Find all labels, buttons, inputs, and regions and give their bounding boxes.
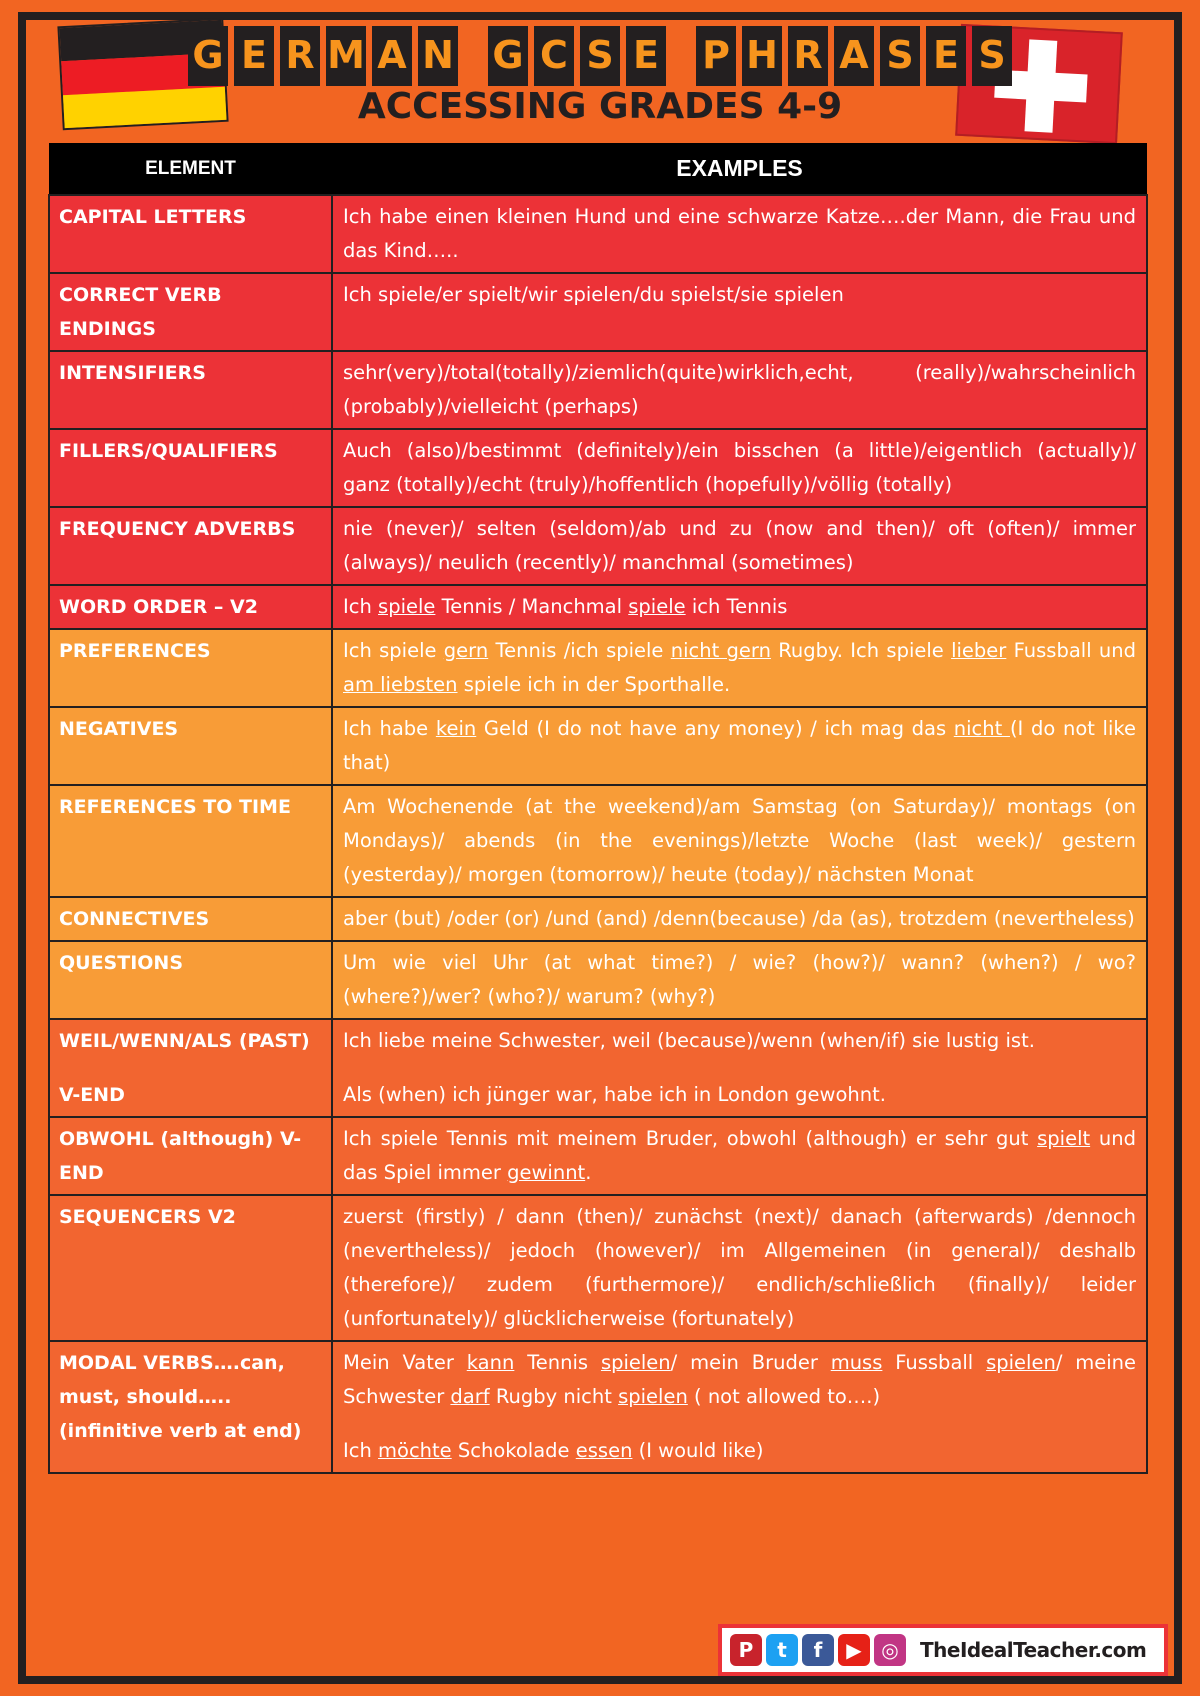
table-row <box>49 897 1147 941</box>
table-row <box>49 941 1147 1019</box>
table-row <box>49 629 1147 707</box>
table-row <box>49 707 1147 785</box>
element-cell <box>49 1341 332 1473</box>
example-paragraph <box>343 634 1136 702</box>
example-text: spiele ich in der Sporthalle. <box>457 673 731 696</box>
element-label: QUESTIONS <box>59 952 184 974</box>
example-text: Tennis <box>514 1351 601 1374</box>
example-paragraph <box>343 1346 1136 1414</box>
element-label: PREFERENCES <box>59 640 211 662</box>
table-row <box>49 429 1147 507</box>
example-paragraph <box>343 1434 1136 1468</box>
header <box>0 26 1200 127</box>
example-paragraph <box>343 1200 1136 1336</box>
table-header <box>49 143 1147 195</box>
underlined-word: nicht <box>953 717 1010 740</box>
example-paragraph <box>343 590 1136 624</box>
example-text: ich Tennis <box>685 595 788 618</box>
example-paragraph <box>343 356 1136 424</box>
example-text: aber (but) /oder (or) /und (and) /denn(because) /da (as), trotzdem (nevertheless) <box>343 907 1135 930</box>
underlined-word: spielen <box>600 1351 671 1374</box>
example-text: Ich habe einen kleinen Hund und eine schwarze Katze….der Mann, die Frau und das Kind….. <box>343 205 1136 262</box>
example-text: Rugby. Ich spiele <box>770 639 952 662</box>
example-text: Ich <box>343 595 379 618</box>
example-text: Ich habe <box>343 717 436 740</box>
element-label: CAPITAL LETTERS <box>59 206 247 228</box>
example-cell <box>332 941 1147 1019</box>
element-cell <box>49 585 332 629</box>
site-link[interactable]: TheIdealTeacher.com <box>920 1638 1147 1662</box>
example-text: Rugby nicht <box>489 1385 619 1408</box>
element-label: WEIL/WENN/ALS (PAST) <box>59 1030 310 1052</box>
table-row <box>49 1117 1147 1195</box>
example-text: Fussball und <box>1006 639 1137 662</box>
element-cell <box>49 273 332 351</box>
social-bar <box>718 1624 1168 1676</box>
title-letter: S <box>580 26 620 86</box>
example-cell <box>332 707 1147 785</box>
title-letter: S <box>880 26 920 86</box>
example-text: (I do not like that) <box>343 717 1136 774</box>
example-text: Fussball <box>882 1351 987 1374</box>
example-cell <box>332 1019 1147 1117</box>
underlined-word: muss <box>830 1351 883 1374</box>
element-cell <box>49 429 332 507</box>
element-cell <box>49 1019 332 1117</box>
example-text: Als (when) ich jünger war, habe ich in London gewohnt. <box>343 1083 886 1106</box>
underlined-word: nicht gern <box>670 639 771 662</box>
element-cell <box>49 897 332 941</box>
title-banner <box>188 26 1012 86</box>
element-cell <box>49 195 332 273</box>
example-paragraph <box>343 946 1136 1014</box>
title-letter: E <box>626 26 666 86</box>
example-text: sehr(very)/total(totally)/ziemlich(quite)wirklich,echt, (really)/wahrscheinlich (probably)/vielleicht (perhaps) <box>343 361 1136 418</box>
underlined-word: darf <box>450 1385 490 1408</box>
example-cell <box>332 195 1147 273</box>
element-cell <box>49 507 332 585</box>
element-label: MODAL VERBS….can, must, should….. (infinitive verb at end) <box>59 1352 302 1442</box>
subtitle: ACCESSING GRADES 4-9 <box>357 86 843 127</box>
underlined-word: spiele <box>628 595 686 618</box>
example-paragraph <box>343 712 1136 780</box>
underlined-word: spielen <box>986 1351 1056 1374</box>
element-cell <box>49 1195 332 1341</box>
example-text: Am Wochenende (at the weekend)/am Samstag (on Saturday)/ montags (on Mondays)/ abends (in the evenings)/letzte Woche (last week)/ gestern (yesterday)/ morgen (tomorrow)/ heute (today)/ nächsten Monat <box>343 795 1136 886</box>
example-text: Ich <box>343 1439 379 1462</box>
title-letter: P <box>696 26 736 86</box>
example-cell <box>332 585 1147 629</box>
instagram-icon[interactable]: ◎ <box>874 1634 906 1666</box>
example-paragraph <box>343 278 1136 312</box>
example-paragraph <box>343 512 1136 580</box>
element-cell <box>49 785 332 897</box>
table-row <box>49 351 1147 429</box>
element-label: SEQUENCERS V2 <box>59 1206 236 1228</box>
example-cell <box>332 629 1147 707</box>
element-label: OBWOHL (although) V-END <box>59 1128 302 1184</box>
example-cell <box>332 351 1147 429</box>
element-cell <box>49 1117 332 1195</box>
title-letter: A <box>834 26 874 86</box>
example-text: Schokolade <box>451 1439 576 1462</box>
example-text: Auch (also)/bestimmt (definitely)/ein bisschen (a little)/eigentlich (actually)/ ganz (totally)/echt (truly)/hoffentlich (hopefully)/völlig (totally) <box>343 439 1136 496</box>
example-text: Ich spiele Tennis mit meinem Bruder, obwohl (although) er sehr gut <box>343 1127 1038 1150</box>
example-text: / meine Schwester <box>343 1351 1136 1408</box>
table-row <box>49 195 1147 273</box>
title-letter: S <box>972 26 1012 86</box>
phrases-table <box>48 143 1148 1474</box>
banner-gap <box>464 26 482 86</box>
title-letter: M <box>326 26 366 86</box>
table-row <box>49 507 1147 585</box>
example-text: Ich spiele/er spielt/wir spielen/du spielst/sie spielen <box>343 283 844 306</box>
example-text: Ich liebe meine Schwester, weil (because)/wenn (when/if) sie lustig ist. <box>343 1029 1035 1052</box>
example-text: Mein Vater <box>343 1351 467 1374</box>
title-letter: A <box>372 26 412 86</box>
element-label-2: V-END <box>59 1084 125 1106</box>
example-cell <box>332 273 1147 351</box>
example-cell <box>332 429 1147 507</box>
example-paragraph <box>343 200 1136 268</box>
table-row <box>49 785 1147 897</box>
element-label: WORD ORDER – V2 <box>59 596 258 618</box>
example-text: Tennis /ich spiele <box>488 639 671 662</box>
element-label: REFERENCES TO TIME <box>59 796 291 818</box>
example-text: ( not allowed to….) <box>687 1385 881 1408</box>
example-cell <box>332 785 1147 897</box>
underlined-word: möchte <box>378 1439 452 1462</box>
underlined-word: spielen <box>618 1385 688 1408</box>
example-paragraph <box>343 1024 1136 1058</box>
example-text: Geld (I do not have any money) / ich mag das <box>476 717 954 740</box>
element-label: CONNECTIVES <box>59 908 210 930</box>
title-letter: G <box>488 26 528 86</box>
example-text: nie (never)/ selten (seldom)/ab und zu (now and then)/ oft (often)/ immer (always)/ neulich (recently)/ manchmal (sometimes) <box>343 517 1136 574</box>
table-row <box>49 1341 1147 1473</box>
underlined-word: lieber <box>951 639 1007 662</box>
element-cell <box>49 941 332 1019</box>
element-label: CORRECT VERB ENDINGS <box>59 284 222 340</box>
table-row <box>49 273 1147 351</box>
example-text: Tennis / Manchmal <box>435 595 629 618</box>
element-header: ELEMENT <box>49 143 332 195</box>
title-letter: H <box>742 26 782 86</box>
title-letter: E <box>234 26 274 86</box>
title-letter: C <box>534 26 574 86</box>
underlined-word: kann <box>466 1351 515 1374</box>
element-cell <box>49 629 332 707</box>
example-text: . <box>585 1161 592 1184</box>
example-cell <box>332 897 1147 941</box>
title-letter: R <box>280 26 320 86</box>
facebook-icon[interactable]: f <box>802 1634 834 1666</box>
example-text: zuerst (firstly) / dann (then)/ zunächst (next)/ danach (afterwards) /dennoch (nevertheless)/ jedoch (however)/ im Allgemeinen (in general)/ deshalb (therefore)/ zudem (furthermore)/ endlich/schließlich (finally)/ leider (unfortunately)/ glücklicherweise (fortunately) <box>343 1205 1136 1330</box>
example-text: / mein Bruder <box>670 1351 831 1374</box>
element-label: NEGATIVES <box>59 718 179 740</box>
banner-gap <box>672 26 690 86</box>
underlined-word: spiele <box>378 595 436 618</box>
youtube-icon[interactable]: ▶ <box>838 1634 870 1666</box>
element-label: INTENSIFIERS <box>59 362 206 384</box>
example-paragraph <box>343 790 1136 892</box>
underlined-word: kein <box>435 717 477 740</box>
examples-header: EXAMPLES <box>332 143 1147 195</box>
example-paragraph <box>343 434 1136 502</box>
title-letter: E <box>926 26 966 86</box>
example-text: Ich spiele <box>343 639 444 662</box>
twitter-icon[interactable]: t <box>766 1634 798 1666</box>
example-paragraph <box>343 1122 1136 1190</box>
underlined-word: essen <box>575 1439 633 1462</box>
title-letter: N <box>418 26 458 86</box>
underlined-word: am liebsten <box>343 673 458 696</box>
element-cell <box>49 707 332 785</box>
example-cell <box>332 1341 1147 1473</box>
underlined-word: gern <box>443 639 489 662</box>
example-cell <box>332 1195 1147 1341</box>
element-label: FILLERS/QUALIFIERS <box>59 440 278 462</box>
underlined-word: spielt <box>1037 1127 1091 1150</box>
element-label: FREQUENCY ADVERBS <box>59 518 296 540</box>
example-cell <box>332 1117 1147 1195</box>
example-text: und das Spiel immer <box>343 1127 1136 1184</box>
example-paragraph <box>343 1078 1136 1112</box>
underlined-word: gewinnt <box>507 1161 586 1184</box>
table-row <box>49 1019 1147 1117</box>
example-text: Um wie viel Uhr (at what time?) / wie? (how?)/ wann? (when?) / wo? (where?)/wer? (who?)/ warum? (why?) <box>343 951 1136 1008</box>
title-letter: R <box>788 26 828 86</box>
element-cell <box>49 351 332 429</box>
example-cell <box>332 507 1147 585</box>
table-row <box>49 585 1147 629</box>
pinterest-icon[interactable]: P <box>730 1634 762 1666</box>
title-letter: G <box>188 26 228 86</box>
example-paragraph <box>343 902 1136 936</box>
example-text: (I would like) <box>632 1439 764 1462</box>
table-row <box>49 1195 1147 1341</box>
